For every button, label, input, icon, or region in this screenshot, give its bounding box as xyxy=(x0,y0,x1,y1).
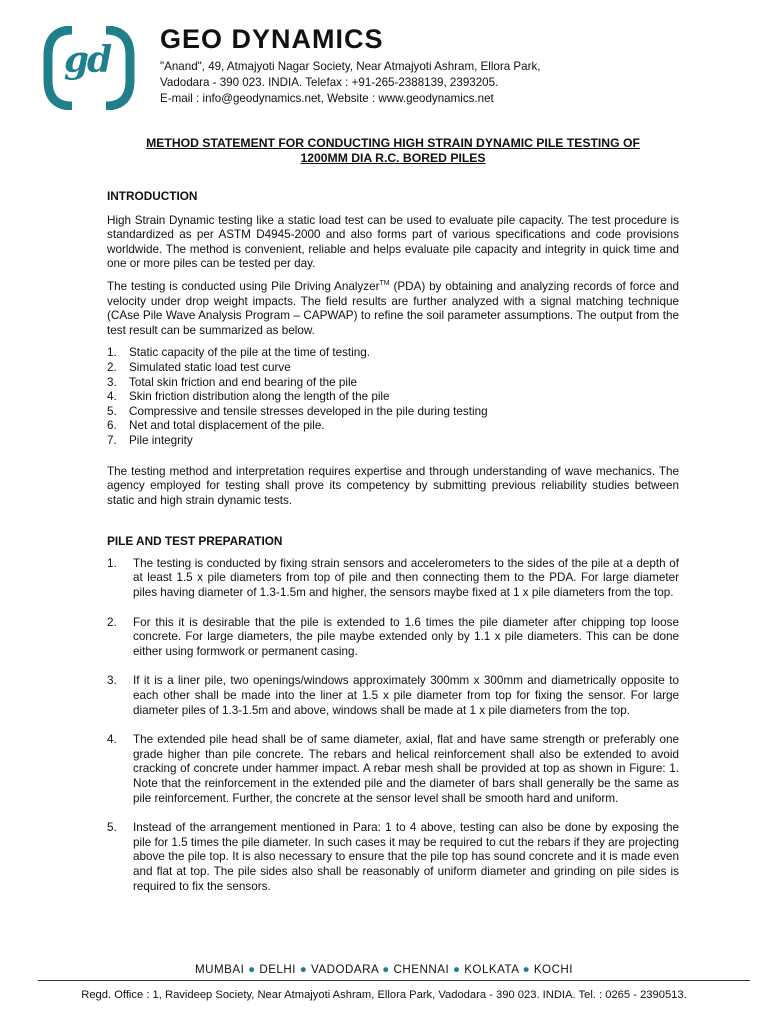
city-vadodara: VADODARA xyxy=(310,963,379,976)
address-line-3: E-mail : info@geodynamics.net, Website : www.geodynamics.net xyxy=(160,92,494,105)
registered-office: Regd. Office : 1, Ravideep Society, Near Atmajyoti Ashram, Ellora Park, Vadodara - 390 023. INDIA. Tel. : 0265 - 2390513. xyxy=(81,989,687,1001)
list-item: 1. The testing is conducted by fixing strain sensors and accelerometers to the sides of the pile at a depth of at least 1.5 x pile diameters from top of pile and then connecting them to the PDA. For large diameter piles having diameter of 1.3-1.5m and higher, the sensors maybe fixed at 1 x pile diameters from the top. xyxy=(107,556,679,600)
title-line-2: 1200MM DIA R.C. BORED PILES xyxy=(300,151,486,165)
bullet-icon: ● xyxy=(522,963,531,976)
footer-divider xyxy=(38,980,750,981)
city-delhi: DELHI xyxy=(259,963,296,976)
letterhead xyxy=(40,18,740,110)
introduction-paragraph-2 xyxy=(107,280,679,338)
city-mumbai: MUMBAI xyxy=(194,963,245,976)
para2-text-a: The testing is conducted using Pile Driving Analyzer xyxy=(107,279,380,293)
results-list xyxy=(107,346,679,448)
list-item: 6. Net and total displacement of the pile. xyxy=(107,419,325,433)
preparation-list xyxy=(107,557,679,894)
list-item: 2. For this it is desirable that the pile is extended to 1.6 times the pile diameter after chipping top loose concrete. For large diameters, the pile maybe extended only by 1.1 x pile diameters. This can be done either using formwork or permanent casing. xyxy=(107,615,679,658)
list-item: 7. Pile integrity xyxy=(107,433,193,447)
list-item: 4. The extended pile head shall be of same diameter, axial, flat and have same strength or preferably one grade higher than pile concrete. The rebars and helical reinforcement shall also be extended to avoid cracking of concrete under hammer impact. A rebar mesh shall be provided at top as shown in Figure: 1. Note that the reinforcement in the extended pile and the diameter of bars shall generally be the same as pile reinforcement. Further, the concrete at the sensor level shall be smooth hard and uniform. xyxy=(107,733,679,805)
address-line-1: "Anand", 49, Atmajyoti Nagar Society, Near Atmajyoti Ashram, Ellora Park, xyxy=(160,60,541,73)
list-item: 3. If it is a liner pile, two openings/windows approximately 300mm x 300mm and diametrically opposite to each other shall be made into the liner at 1.5 x pile diameter from top for fixing the sensor. For large diameter piles of 1.3-1.5m and above, windows shall be made at 1 x pile diameters from the top. xyxy=(107,674,679,717)
trademark-mark: TM xyxy=(379,280,390,288)
city-chennai: CHENNAI xyxy=(393,963,450,976)
company-name: GEO DYNAMICS xyxy=(160,24,384,54)
para2-text-b: (PDA) by obtaining and analyzing records of force and velocity under drop weight impacts. The field results are further analyzed with a signal matching technique (CAse Pile Wave Analysis Program – CAPWAP) to refine the soil parameter assumptions. The output from the test result can be summarized as below. xyxy=(107,279,679,337)
city-kochi: KOCHI xyxy=(533,963,574,976)
bullet-icon: ● xyxy=(382,963,390,976)
city-kolkata: KOLKATA xyxy=(464,963,519,976)
list-item: 1. Static capacity of the pile at the time of testing. xyxy=(107,346,371,360)
logo-text: gd xyxy=(63,39,111,81)
footer-cities xyxy=(0,963,768,976)
document-body xyxy=(107,136,679,894)
list-item: 5. Instead of the arrangement mentioned in Para: 1 to 4 above, testing can also be done by exposing the pile for 1.5 times the pile diameter. In such cases it may be required to cut the rebars if they are projecting above the pile top. It is also necessary to ensure that the pile top has sound concrete and it is made even and flat at top. The pile sides also shall be reasonably of uniform diameter and grinding on pile sides is required to fix the sensors. xyxy=(107,821,679,893)
address-line-2: Vadodara - 390 023. INDIA. Telefax : +91-265-2388139, 2393205. xyxy=(160,76,499,89)
list-item: 2. Simulated static load test curve xyxy=(107,360,291,374)
list-item: 5. Compressive and tensile stresses developed in the pile during testing xyxy=(107,404,488,418)
introduction-heading: INTRODUCTION xyxy=(107,189,198,203)
preparation-heading: PILE AND TEST PREPARATION xyxy=(107,534,283,549)
title-line-1: METHOD STATEMENT FOR CONDUCTING HIGH STRAIN DYNAMIC PILE TESTING OF xyxy=(146,136,640,150)
bullet-icon: ● xyxy=(452,963,461,976)
document-title xyxy=(107,136,679,166)
list-item: 3. Total skin friction and end bearing of the pile xyxy=(107,375,358,389)
introduction-paragraph-1: High Strain Dynamic testing like a static load test can be used to evaluate pile capacity. The test procedure is standardized as per ASTM D4945-2000 and also forms part of various specifications and code provisions worldwide. The method is convenient, reliable and helps evaluate pile capacity and integrity in quick time and one or more piles can be tested per day. xyxy=(107,213,679,271)
introduction-paragraph-3: The testing method and interpretation requires expertise and through understanding of wave mechanics. The agency employed for testing shall prove its competency by submitting previous reliability studies between static and high strain dynamic tests. xyxy=(107,464,679,507)
list-item: 4. Skin friction distribution along the length of the pile xyxy=(107,390,390,404)
bullet-icon: ● xyxy=(248,963,256,976)
bullet-icon: ● xyxy=(299,963,308,976)
